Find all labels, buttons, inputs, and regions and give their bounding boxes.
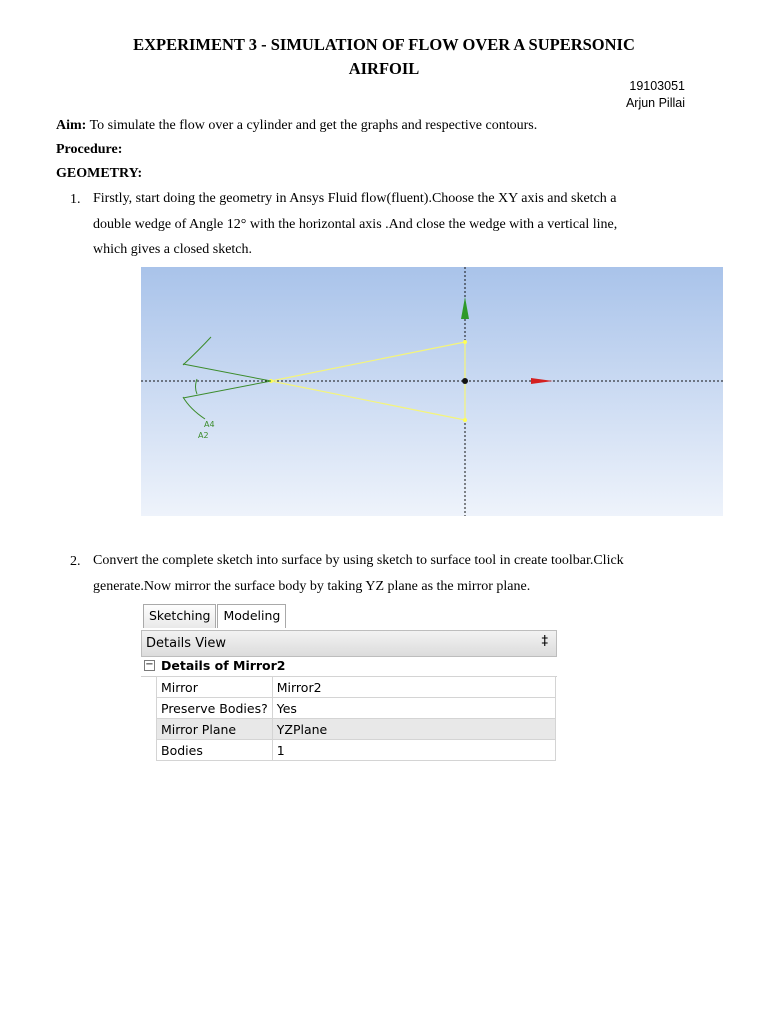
property-key: Bodies	[157, 740, 273, 761]
canvas-background	[141, 267, 723, 516]
mode-tabs	[143, 604, 287, 628]
details-view-title: Details View	[146, 636, 227, 651]
geometry-heading: GEOMETRY:	[56, 166, 143, 181]
details-group-header[interactable]	[141, 656, 557, 677]
author-block	[560, 78, 685, 112]
property-value[interactable]: Mirror2	[272, 677, 555, 698]
step-1-line: double wedge of Angle 12° with the horizontal axis .And close the wedge with a vertical line,	[93, 216, 618, 232]
property-key: Mirror Plane	[157, 719, 273, 740]
property-value[interactable]: Yes	[272, 698, 555, 719]
property-row[interactable]	[157, 677, 556, 698]
title-line-1: EXPERIMENT 3 - SIMULATION OF FLOW OVER A SUPERSONIC	[133, 35, 635, 54]
dim-label-a4: A4	[204, 420, 215, 429]
details-view-header	[141, 630, 557, 657]
author-name: Arjun Pillai	[625, 96, 685, 110]
property-value[interactable]: YZPlane	[272, 719, 555, 740]
collapse-icon[interactable]: −	[145, 659, 154, 670]
aim-label: Aim:	[56, 118, 87, 133]
property-row[interactable]	[157, 719, 556, 740]
dim-label-a2: A2	[198, 431, 209, 440]
details-panel-screenshot	[141, 602, 557, 760]
property-key: Preserve Bodies?	[157, 698, 273, 719]
property-row[interactable]	[157, 740, 556, 761]
vertex-point	[463, 340, 467, 344]
property-key: Mirror	[157, 677, 273, 698]
step-1-text	[93, 186, 693, 263]
tab-sketching[interactable]: Sketching	[143, 604, 216, 628]
details-group-title: Details of Mirror2	[161, 658, 286, 673]
step-1-number: 1.	[70, 192, 81, 207]
tab-modeling[interactable]: Modeling	[217, 604, 286, 628]
document-title	[60, 33, 708, 81]
roll-number: 19103051	[629, 79, 685, 93]
property-value[interactable]: 1	[272, 740, 555, 761]
step-1-line: which gives a closed sketch.	[93, 242, 253, 257]
aim-text: To simulate the flow over a cylinder and get the graphs and respective contours.	[86, 118, 538, 133]
step-2-text	[93, 548, 693, 599]
sketch-canvas	[141, 267, 723, 516]
step-1-line: Firstly, start doing the geometry in Ansys Fluid flow(fluent).Choose the XY axis and sketch a	[93, 191, 617, 206]
property-row[interactable]	[157, 698, 556, 719]
origin-point	[462, 378, 468, 384]
vertex-point	[463, 418, 467, 422]
step-2-number: 2.	[70, 554, 81, 569]
properties-table	[156, 676, 556, 761]
title-line-2: AIRFOIL	[348, 59, 420, 78]
procedure-heading: Procedure:	[56, 142, 123, 157]
sketch-screenshot	[141, 267, 723, 516]
aim-line	[56, 117, 537, 135]
step-2-line: generate.Now mirror the surface body by taking YZ plane as the mirror plane.	[93, 578, 531, 594]
pin-icon[interactable]: ‡	[541, 634, 548, 649]
step-2-line: Convert the complete sketch into surface by using sketch to surface tool in create toolbar.Click	[93, 553, 624, 568]
